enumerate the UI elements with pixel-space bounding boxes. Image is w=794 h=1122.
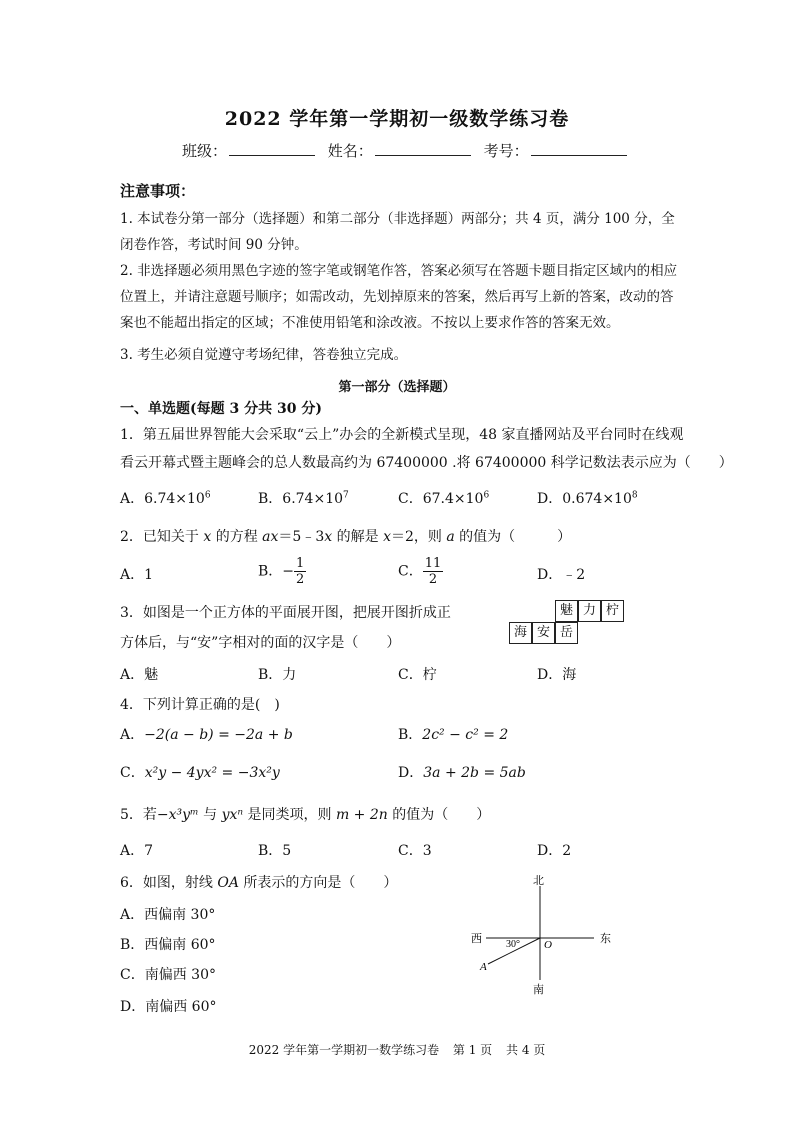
notice-heading: 注意事项：	[120, 182, 196, 200]
net-face: 魅	[555, 600, 578, 622]
name-blank	[375, 141, 471, 156]
q1-option-b: B．$6.74\times 10^7$	[258, 490, 349, 507]
footer-page: 第 1 页	[452, 1043, 493, 1057]
notice-item-3: 3. 考生必须自觉遵守考场纪律，答卷独立完成。	[120, 347, 408, 363]
class-label: 班级：	[182, 142, 228, 160]
notice-item-1: 1. 本试卷分第一部分（选择题）和第二部分（非选择题）两部分；共 4 页，满分 100 分，全闭卷作答，考试时间 90 分钟。	[120, 211, 675, 253]
q3-option-b: B．力	[258, 667, 297, 683]
q6-stem: 6．如图，射线 OA 所表示的方向是（ ）	[120, 875, 398, 891]
student-info-line	[182, 140, 635, 161]
q4-stem: 4．下列计算正确的是( )	[120, 697, 280, 713]
name-label: 姓名：	[327, 142, 373, 160]
origin-label: O	[544, 939, 552, 951]
exam-no-label: 考号：	[483, 142, 529, 160]
q3-stem-line2: 方体后，与“安”字相对的面的汉字是（ ）	[120, 635, 401, 651]
q5-option-c: C．3	[398, 843, 432, 859]
angle-label: 30°	[506, 939, 520, 950]
q4-option-d: D．3a + 2b = 5ab	[398, 765, 526, 781]
q3-option-a: A．魅	[120, 667, 159, 683]
page-footer	[0, 1041, 794, 1058]
footer-total: 共 4 页	[506, 1043, 546, 1057]
q5-option-b: B．5	[258, 843, 292, 859]
q4-option-c: C．x²y − 4yx² = −3x²y	[120, 765, 280, 781]
west-label: 西	[471, 933, 482, 945]
q1-option-a: A．$6.74\times 10^6$	[120, 490, 211, 507]
q1-option-d: D．$0.674\times 10^8$	[537, 490, 638, 507]
q4-option-b: B．2c² − c² = 2	[398, 727, 509, 743]
net-face: 岳	[555, 622, 578, 644]
part1-title: 第一部分（选择题）	[338, 380, 456, 395]
q4-option-a: A．−2(a − b) = −2a + b	[120, 727, 293, 743]
cube-net-diagram	[509, 600, 629, 646]
point-a-label: A	[480, 961, 487, 973]
notice-item-2: 2. 非选择题必须用黑色字迹的签字笔或钢笔作答，答案必须写在答题卡题目指定区域内的相应位置上，并请注意题号顺序；如需改动，先划掉原来的答案，然后再写上新的答案，改动的答案也不能超出指定的区域；不准使用铅笔和涂改液。不按以上要求作答的答案无效。	[120, 263, 678, 331]
footer-title: 2022 学年第一学期初一数学练习卷	[248, 1043, 440, 1057]
class-blank	[229, 141, 315, 156]
net-face: 安	[532, 622, 555, 644]
net-face: 力	[578, 600, 601, 622]
q2-option-c: C． $\frac{11}{2}$	[398, 556, 442, 587]
q6-option-c: C．南偏西 30°	[120, 967, 216, 983]
north-label: 北	[533, 875, 544, 887]
net-face: 柠	[601, 600, 624, 622]
q1-option-c: C．$67.4\times 10^6$	[398, 490, 490, 507]
net-face: 海	[509, 622, 532, 644]
q3-option-d: D．海	[537, 667, 577, 683]
q3-option-c: C．柠	[398, 667, 437, 683]
page-title: 2022 学年第一学期初一级数学练习卷	[224, 108, 570, 130]
q2-option-d: D．﹣2	[537, 567, 586, 583]
q6-option-b: B．西偏南 60°	[120, 937, 216, 953]
east-label: 东	[600, 933, 611, 945]
q6-option-a: A．西偏南 30°	[120, 907, 216, 923]
q2-stem: 2．已知关于 x 的方程 ax＝5﹣3x 的解是 x＝2，则 a 的值为（ ）	[120, 529, 572, 545]
section-heading: 一、单选题(每题 3 分共 30 分)	[120, 401, 322, 417]
exam-no-blank	[531, 141, 627, 156]
q1-stem-line1: 1．第五届世界智能大会采取“云上”办会的全新模式呈现，48 家直播网站及平台同时在线观	[120, 427, 684, 443]
q1-stem-line2: 看云开幕式暨主题峰会的总人数最高约为 67400000 .将 67400000 科学记数法表示应为（ ）	[120, 455, 733, 471]
q6-option-d: D．南偏西 60°	[120, 999, 217, 1015]
q2-option-a: A．1	[120, 567, 154, 583]
q5-option-d: D．2	[537, 843, 572, 859]
q2-option-b: B．− $\frac{1}{2}$	[258, 556, 305, 587]
direction-diagram	[460, 872, 620, 1000]
q5-option-a: A．7	[120, 843, 154, 859]
q3-stem-line1: 3．如图是一个正方体的平面展开图，把展开图折成正	[120, 605, 451, 621]
south-label: 南	[533, 984, 544, 996]
q5-stem: 5．若−x³yᵐ 与 yxⁿ 是同类项，则 m + 2n 的值为（ ）	[120, 807, 491, 823]
